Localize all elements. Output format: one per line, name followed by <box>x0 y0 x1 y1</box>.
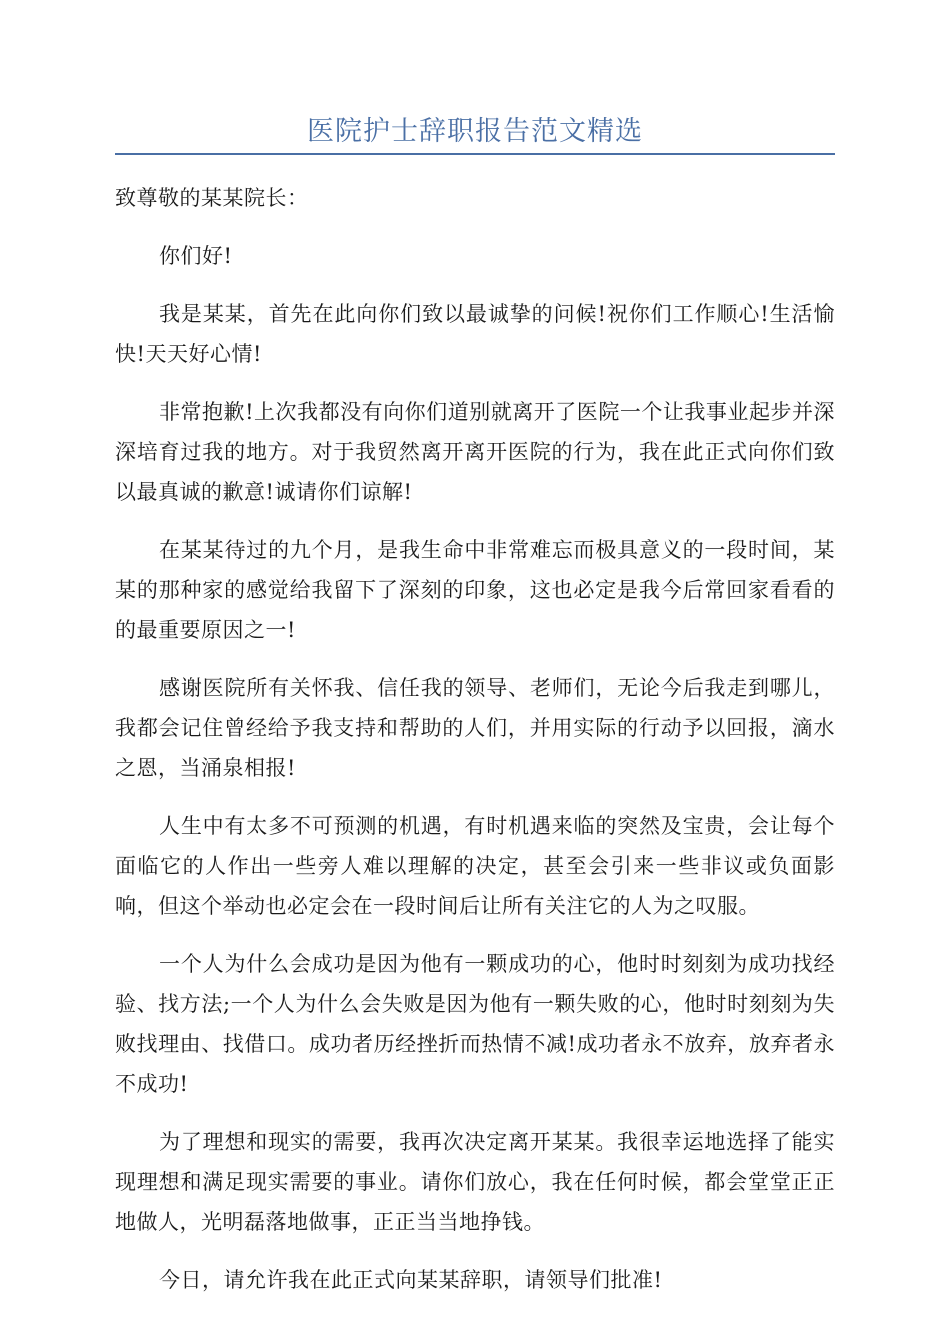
paragraph-memories: 在某某待过的九个月，是我生命中非常难忘而极具意义的一段时间，某某的那种家的感觉给我留下了深刻的印象，这也必定是我今后常回家看看的的最重要原因之一! <box>115 538 835 642</box>
paragraph-success: 一个人为什么会成功是因为他有一颗成功的心，他时时刻刻为成功找经验、找方法;一个人为什么会失败是因为他有一颗失败的心，他时时刻刻为失败找理由、找借口。成功者历经挫折而热情不减!成功者永不放弃，放弃者永不成功! <box>115 952 835 1096</box>
title-underline <box>115 153 835 155</box>
document-body <box>115 178 835 1318</box>
paragraph-greeting: 你们好! <box>159 244 233 268</box>
salutation: 致尊敬的某某院长： <box>115 186 309 210</box>
paragraph-gratitude: 感谢医院所有关怀我、信任我的领导、老师们，无论今后我走到哪儿，我都会记住曾经给予我支持和帮助的人们，并用实际的行动予以回报，滴水之恩，当涌泉相报! <box>115 676 835 780</box>
document-title: 医院护士辞职报告范文精选 <box>307 116 643 147</box>
paragraph-introduction: 我是某某，首先在此向你们致以最诚挚的问候!祝你们工作顺心!生活愉快!天天好心情! <box>115 302 835 366</box>
paragraph-resignation-request: 今日，请允许我在此正式向某某辞职，请领导们批准! <box>159 1268 663 1292</box>
paragraph-decision: 为了理想和现实的需要，我再次决定离开某某。我很幸运地选择了能实现理想和满足现实需要的事业。请你们放心，我在任何时候，都会堂堂正正地做人，光明磊落地做事，正正当当地挣钱。 <box>115 1130 835 1234</box>
paragraph-apology: 非常抱歉!上次我都没有向你们道别就离开了医院一个让我事业起步并深深培育过我的地方。对于我贸然离开离开医院的行为，我在此正式向你们致以最真诚的歉意!诚请你们谅解! <box>115 400 835 504</box>
paragraph-opportunity: 人生中有太多不可预测的机遇，有时机遇来临的突然及宝贵，会让每个面临它的人作出一些旁人难以理解的决定，甚至会引来一些非议或负面影响，但这个举动也必定会在一段时间后让所有关注它的人为之叹服。 <box>115 814 835 918</box>
